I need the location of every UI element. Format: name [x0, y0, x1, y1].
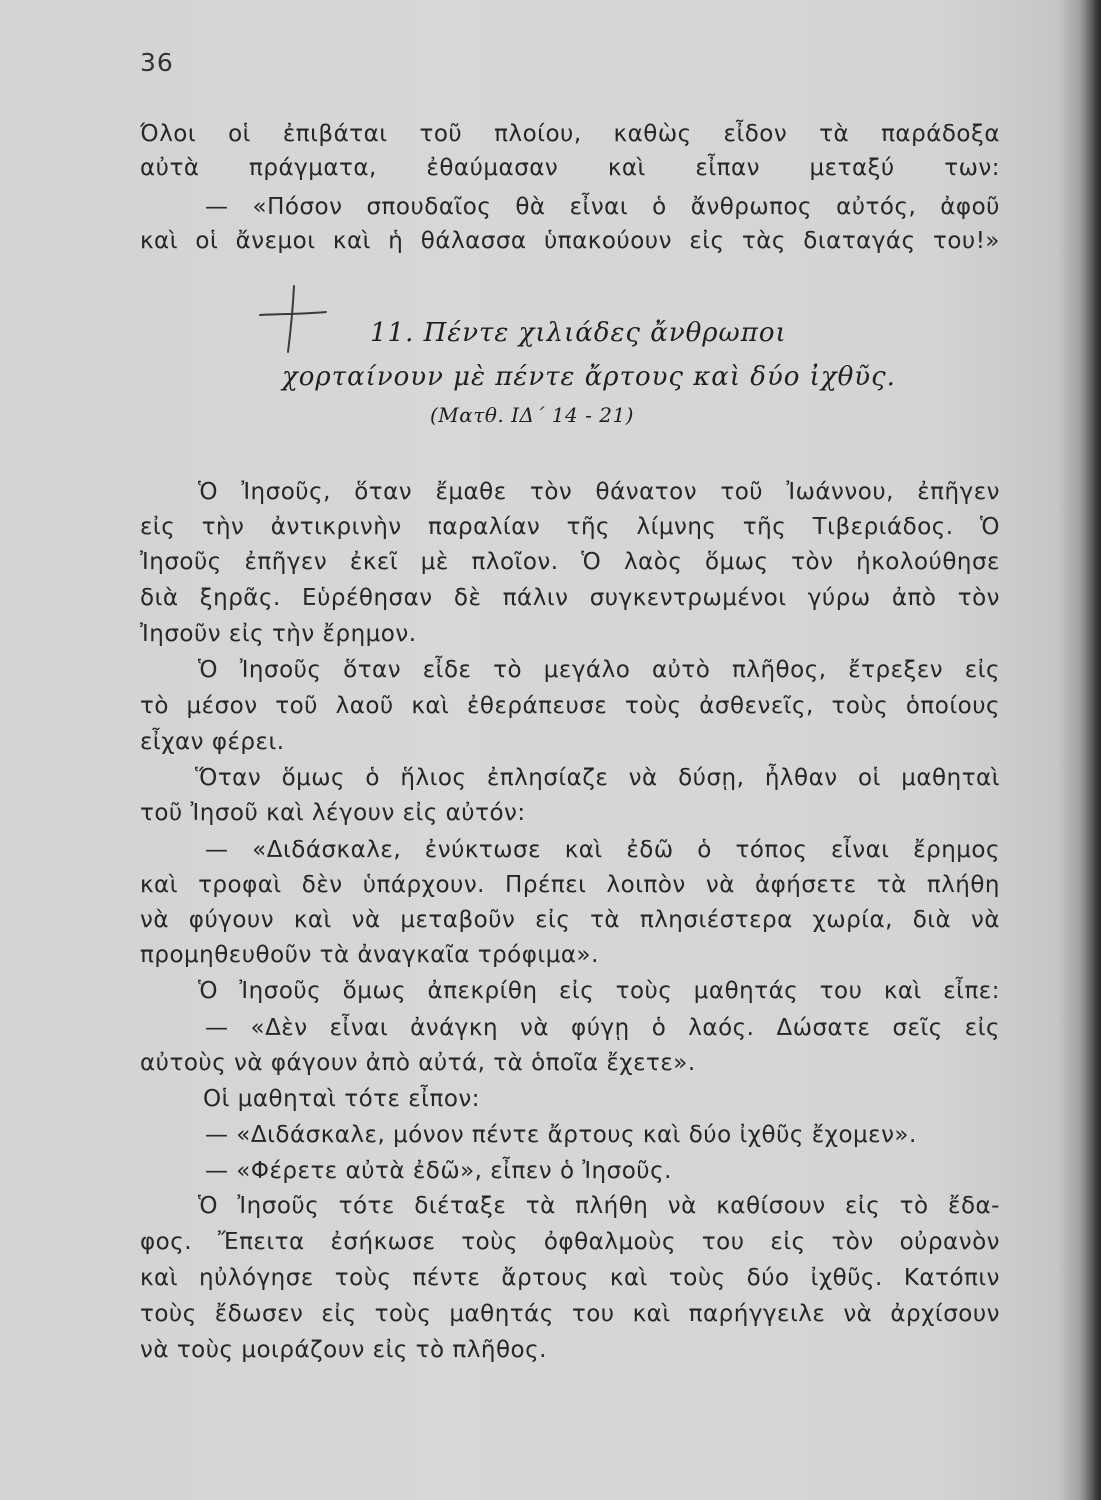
- text-line: Ὅταν ὅμως ὁ ἥλιος ἐπλησίαζε νὰ δύσῃ, ἦλθαν οἱ μαθηταὶ: [195, 765, 1000, 791]
- text-line: Ὁ Ἰησοῦς, ὅταν ἔμαθε τὸν θάνατον τοῦ Ἰωάννου, ἐπῆγεν: [198, 479, 1000, 505]
- text-line: — «Φέρετε αὐτὰ ἐδῶ», εἶπεν ὁ Ἰησοῦς.: [205, 1158, 672, 1184]
- text-line: αὐτὰ πράγματα, ἐθαύμασαν καὶ εἶπαν μεταξύ των:: [140, 155, 1000, 181]
- text-line: Όλοι οἱ ἐπιβάται τοῦ πλοίου, καθὼς εἶδον τὰ παράδοξα: [140, 121, 1000, 147]
- text-line: Οἱ μαθηταὶ τότε εἶπον:: [203, 1086, 480, 1112]
- text-line: — «Πόσον σπουδαῖος θὰ εἶναι ὁ ἄνθρωπος αὐτός, ἀφοῦ: [205, 194, 1000, 220]
- text-line: — «Διδάσκαλε, ἐνύκτωσε καὶ ἐδῶ ὁ τόπος εἶναι ἔρημος: [205, 837, 1000, 863]
- section-title: 11. Πέντε χιλιάδες ἄνθρωποι: [370, 318, 787, 348]
- section-subtitle: χορταίνουν μὲ πέντε ἄρτους καὶ δύο ἰχθῦς.: [282, 362, 896, 392]
- text-line: Ἰησοῦν εἰς τὴν ἔρημον.: [140, 621, 417, 647]
- text-line: εἶχαν φέρει.: [140, 729, 285, 755]
- text-line: — «Δὲν εἶναι ἀνάγκη νὰ φύγῃ ὁ λαός. Δώσατε σεῖς εἰς: [205, 1015, 1000, 1041]
- text-line: τὸ μέσον τοῦ λαοῦ καὶ ἐθεράπευσε τοὺς ἀσθενεῖς, τοὺς ὁποίους: [140, 693, 1000, 719]
- text-line: αὐτοὺς νὰ φάγουν ἀπὸ αὐτά, τὰ ὁποῖα ἔχετε».: [140, 1050, 696, 1076]
- text-line: τοῦ Ἰησοῦ καὶ λέγουν εἰς αὐτόν:: [140, 800, 526, 826]
- text-line: διὰ ξηρᾶς. Εὑρέθησαν δὲ πάλιν συγκεντρωμένοι γύρω ἀπὸ τὸν: [140, 585, 1000, 611]
- handwritten-cross-mark: [258, 284, 328, 354]
- text-line: Ὁ Ἰησοῦς ὅταν εἶδε τὸ μεγάλο αὐτὸ πλῆθος, ἔτρεξεν εἰς: [198, 657, 1000, 683]
- binding-shadow: [1079, 0, 1101, 1500]
- text-line: νὰ φύγουν καὶ νὰ μεταβοῦν εἰς τὰ πλησιέστερα χωρία, διὰ νὰ: [140, 907, 1000, 933]
- scripture-reference: (Ματθ. ΙΔ΄ 14 - 21): [430, 403, 634, 427]
- text-line: καὶ οἱ ἄνεμοι καὶ ἡ θάλασσα ὑπακούουν εἰς τὰς διαταγάς του!»: [140, 228, 1000, 254]
- text-line: νὰ τοὺς μοιράζουν εἰς τὸ πλῆθος.: [140, 1337, 547, 1363]
- text-line: Ἰησοῦς ἐπῆγεν ἐκεῖ μὲ πλοῖον. Ὁ λαὸς ὅμως τὸν ἠκολούθησε: [140, 549, 1000, 575]
- text-line: — «Διδάσκαλε, μόνον πέντε ἄρτους καὶ δύο ἰχθῦς ἔχομεν».: [205, 1122, 917, 1148]
- text-line: προμηθευθοῦν τὰ ἀναγκαῖα τρόφιμα».: [140, 942, 599, 968]
- text-line: φος. Ἔπειτα ἐσήκωσε τοὺς ὀφθαλμοὺς του εἰς τὸν οὐρανὸν: [140, 1229, 1000, 1255]
- page-number: 36: [140, 48, 174, 77]
- text-line: τοὺς ἔδωσεν εἰς τοὺς μαθητάς του καὶ παρήγγειλε νὰ ἀρχίσουν: [140, 1301, 1000, 1327]
- text-line: Ὁ Ἰησοῦς ὅμως ἀπεκρίθη εἰς τοὺς μαθητάς του καὶ εἶπε:: [198, 978, 1000, 1004]
- text-line: καὶ τροφαὶ δὲν ὑπάρχουν. Πρέπει λοιπὸν νὰ ἀφήσετε τὰ πλήθη: [140, 872, 1000, 898]
- text-line: καὶ ηὐλόγησε τοὺς πέντε ἄρτους καὶ τοὺς δύο ἰχθῦς. Κατόπιν: [140, 1265, 1000, 1291]
- text-line: εἰς τὴν ἀντικρινὴν παραλίαν τῆς λίμνης τῆς Τιβεριάδος. Ὁ: [140, 514, 1000, 540]
- text-line: Ὁ Ἰησοῦς τότε διέταξε τὰ πλήθη νὰ καθίσουν εἰς τὸ ἔδα-: [198, 1193, 1000, 1219]
